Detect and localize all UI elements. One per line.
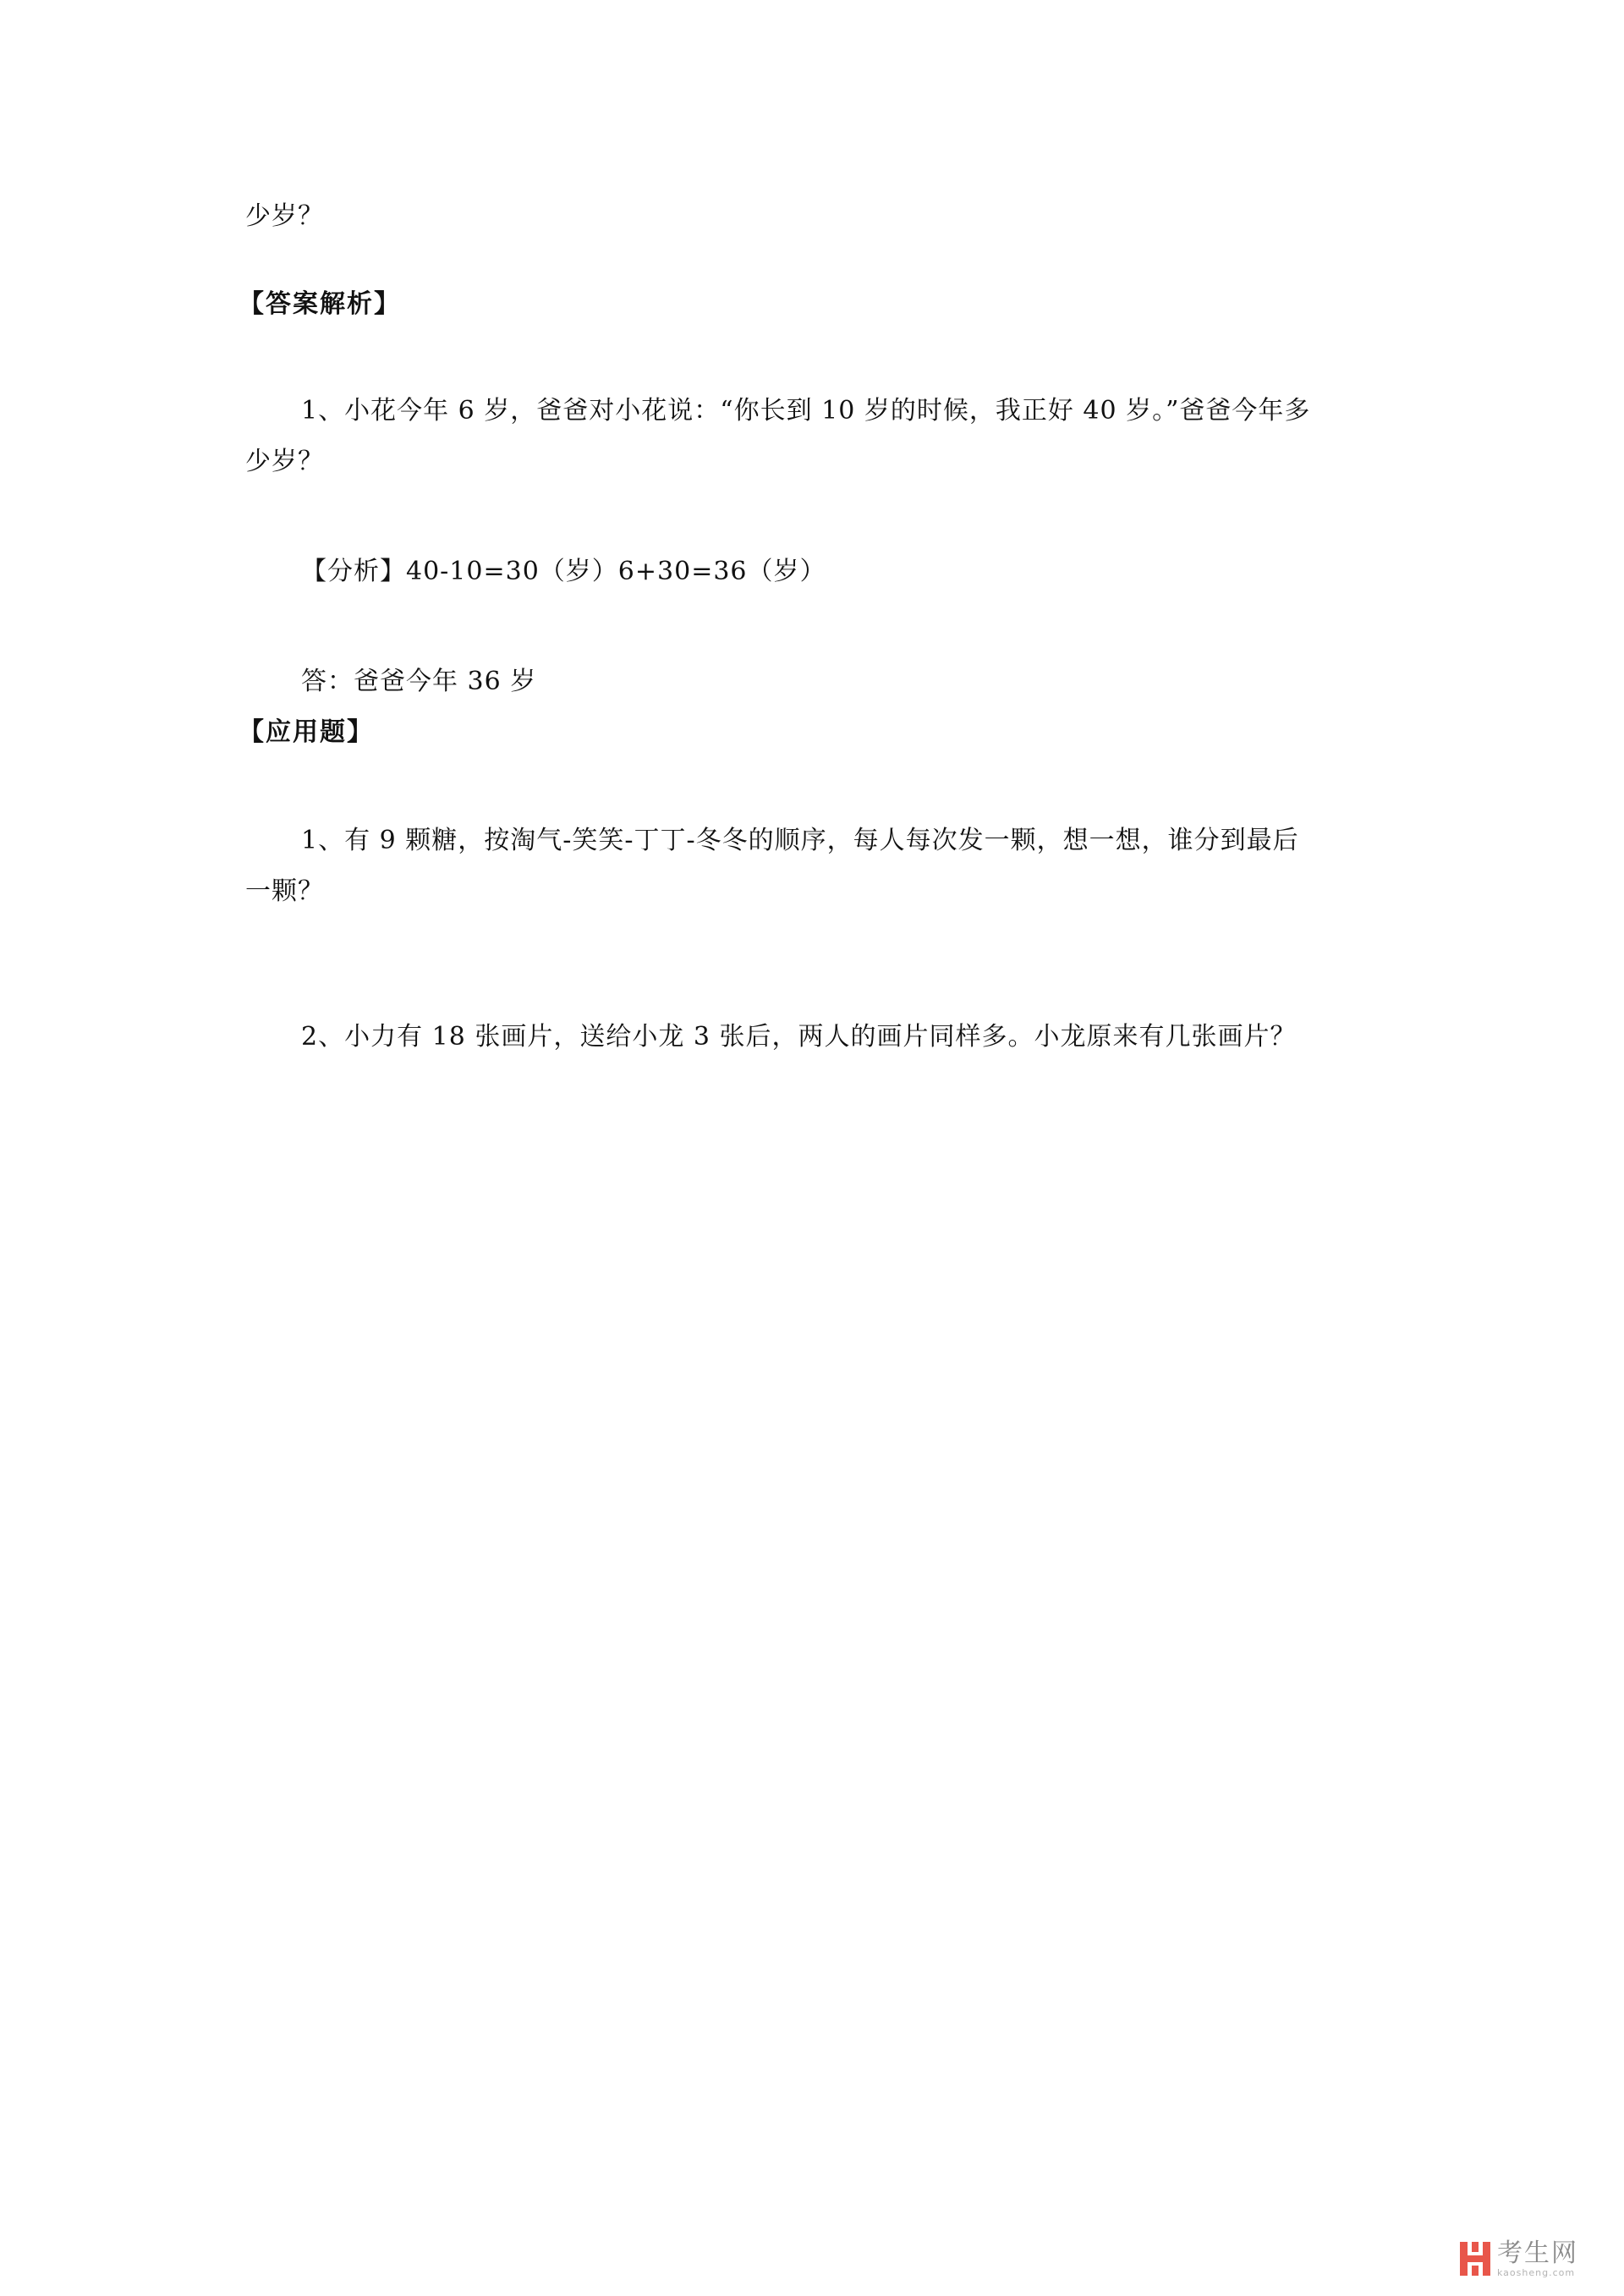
answer-q1-line2: 少岁？ [245,447,324,476]
continuation-text: 少岁？ [245,201,324,231]
application-q1-line2: 一颗？ [245,876,324,906]
watermark-brand-en: kaosheng.com [1497,2266,1576,2278]
watermark-logo [1460,2237,1609,2281]
answer-section-heading: 【答案解析】 [239,289,401,319]
application-q1-line1: 1、有 9 颗糖，按淘气-笑笑-丁丁-冬冬的顺序，每人每次发一颗，想一想，谁分到最后 [301,826,1299,855]
brand-mark-icon [1460,2242,1490,2276]
answer-text: 答：爸爸今年 36 岁 [301,667,537,696]
watermark-brand-cn: 考生网 [1497,2238,1578,2268]
application-q2: 2、小力有 18 张画片，送给小龙 3 张后，两人的画片同样多。小龙原来有几张画片？ [301,1022,1297,1052]
application-section-heading: 【应用题】 [239,717,374,747]
answer-q1-line1: 1、小花今年 6 岁，爸爸对小花说：“你长到 10 岁的时候，我正好 40 岁。”爸爸今年多 [301,396,1311,426]
analysis-text: 【分析】40-10=30（岁）6+30=36（岁） [301,557,826,586]
